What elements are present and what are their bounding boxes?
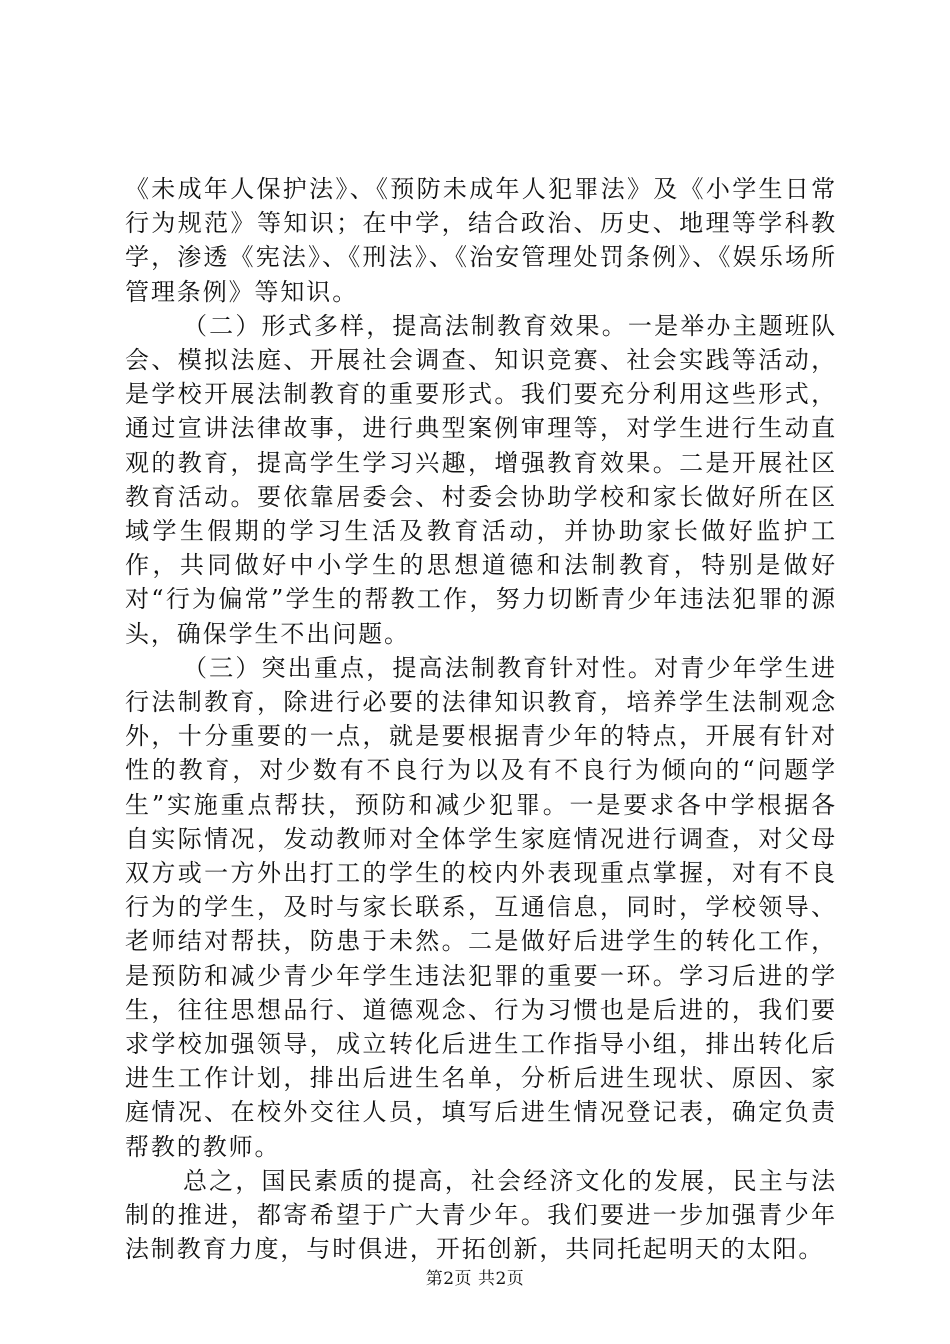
paragraph-section-2: （二）形式多样，提高法制教育效果。一是举办主题班队会、模拟法庭、开展社会调查、知识竞赛、社会实践等活动，是学校开展法制教育的重要形式。我们要充分利用这些形式，通过宣讲法律故事，进行典型案例审理等，对学生进行生动直观的教育，提高学生学习兴趣，增强教育效果。二是开展社区教育活动。要依靠居委会、村委会协助学校和家长做好所在区域学生假期的学习生活及教育活动，并协助家长做好监护工作，共同做好中小学生的思想道德和法制教育，特别是做好对“行为偏常”学生的帮教工作，努力切断青少年违法犯罪的源头，确保学生不出问题。 (125, 311, 837, 648)
paragraph-conclusion: 总之，国民素质的提高，社会经济文化的发展，民主与法制的推进，都寄希望于广大青少年。我们要进一步加强青少年法制教育力度，与时俱进，开拓创新，共同托起明天的太阳。 (125, 1166, 837, 1264)
paragraph-continuation: 《未成年人保护法》、《预防未成年人犯罪法》及《小学生日常行为规范》等知识；在中学，结合政治、历史、地理等学科教学，渗透《宪法》、《刑法》、《治安管理处罚条例》、《娱乐场所管理条例》等知识。 (125, 175, 837, 306)
page-number-footer: 第2页 共2页 (425, 1269, 525, 1289)
document-body (125, 172, 837, 1267)
paragraph-section-3: （三）突出重点，提高法制教育针对性。对青少年学生进行法制教育，除进行必要的法律知识教育，培养学生法制观念外，十分重要的一点，就是要根据青少年的特点，开展有针对性的教育，对少数有不良行为以及有不良行为倾向的“问题学生”实施重点帮扶，预防和减少犯罪。一是要求各中学根据各自实际情况，发动教师对全体学生家庭情况进行调查，对父母双方或一方外出打工的学生的校内外表现重点掌握，对有不良行为的学生，及时与家长联系，互通信息，同时，学校领导、老师结对帮扶，防患于未然。二是做好后进学生的转化工作，是预防和减少青少年学生违法犯罪的重要一环。学习后进的学生，往往思想品行、道德观念、行为习惯也是后进的，我们要求学校加强领导，成立转化后进生工作指导小组，排出转化后进生工作计划，排出后进生名单，分析后进生现状、原因、家庭情况、在校外交往人员，填写后进生情况登记表，确定负责帮教的教师。 (125, 653, 837, 1161)
